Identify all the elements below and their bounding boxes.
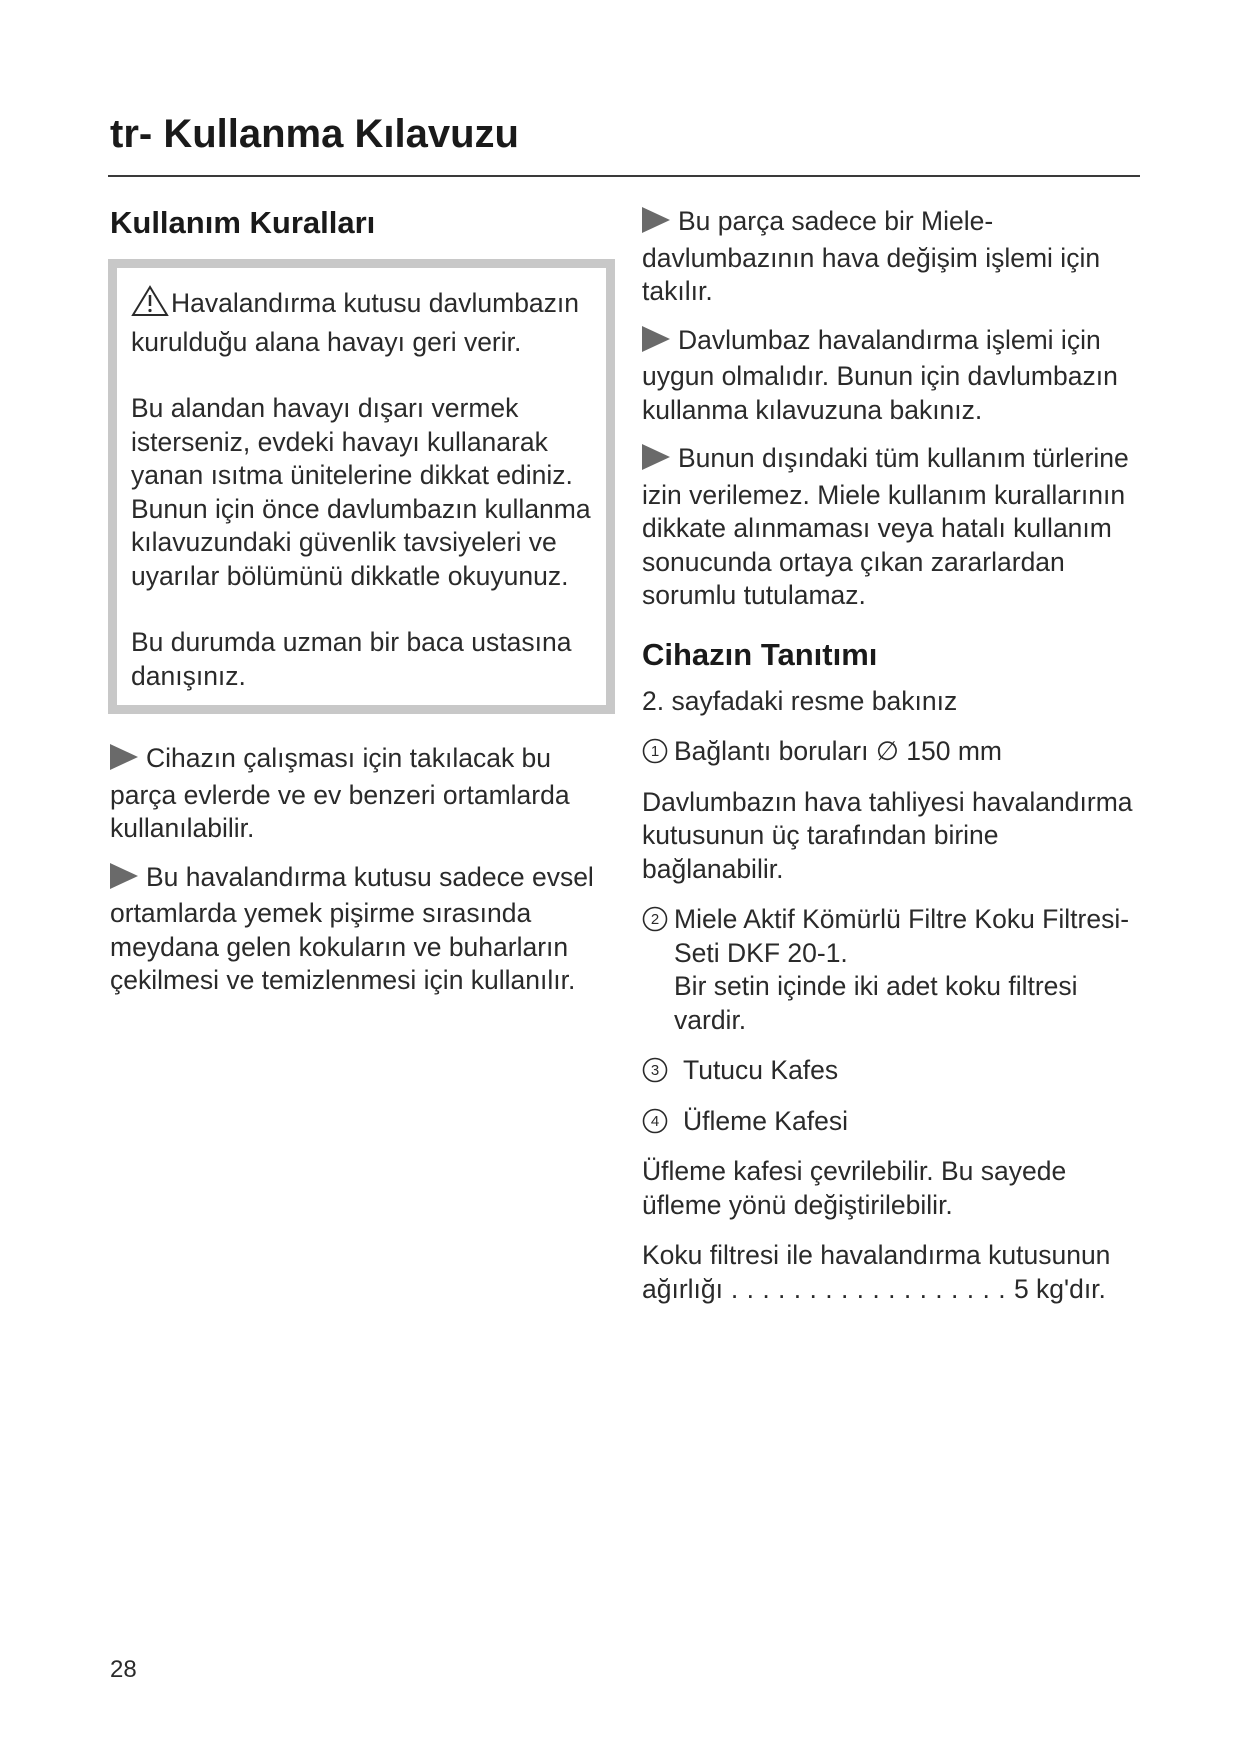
left-column xyxy=(110,205,610,1013)
list-item-text: Bağlantı boruları ∅ 150 mm xyxy=(674,736,1002,766)
bullet-triangle-icon xyxy=(642,326,670,361)
weight-label: Koku filtresi ile havalandırma kutusunun ağırlığı xyxy=(642,1240,1111,1304)
page-title: tr- Kullanma Kılavuzu xyxy=(110,112,519,156)
list-item-text: Üfleme Kafesi xyxy=(683,1105,848,1136)
weight-value: 5 kg'dır. xyxy=(1013,1273,1106,1304)
warning-text-1: Havalandırma kutusu davlumbazın kurulduğu alana havayı geri verir. xyxy=(131,288,580,357)
bullet-triangle-icon xyxy=(110,744,138,779)
svg-text:2: 2 xyxy=(650,911,660,928)
bullet-item: Bu parça sadece bir Miele-davlumbazının hava değişim işlemi için takılır. xyxy=(642,206,1101,306)
warning-box xyxy=(108,259,615,714)
bullet-item: Bu havalandırma kutusu sadece evsel ortamlarda yemek pişirme sırasında meydana gelen kokuların ve buharların çekilmesi ve temizlenmesi için kullanılır. xyxy=(110,861,594,995)
intro-text: 2. sayfadaki resme bakınız xyxy=(642,685,958,716)
grille-note: Üfleme kafesi çevrilebilir. Bu sayede üfleme yönü değiştirilebilir. xyxy=(642,1156,1067,1220)
list-item-text: Tutucu Kafes xyxy=(683,1055,839,1085)
title-divider xyxy=(108,175,1140,177)
right-column xyxy=(642,205,1142,1306)
section-heading-device-description: Cihazın Tanıtımı xyxy=(642,636,878,672)
warning-paragraph xyxy=(131,285,592,359)
svg-text:1: 1 xyxy=(650,743,660,760)
page-number: 28 xyxy=(110,1656,137,1683)
list-item-note: Bir setin içinde iki adet koku filtresi vardir. xyxy=(674,971,1078,1035)
list-item xyxy=(642,1054,1142,1088)
bullet-item: Davlumbaz havalandırma işlemi için uygun olmalıdır. Bunun için davlumbazın kullanma kılavuzuna bakınız. xyxy=(642,324,1118,425)
bullet-item: Cihazın çalışması için takılacak bu parça evlerde ve ev benzeri ortamlarda kullanılabilir. xyxy=(110,743,570,843)
exhaust-note: Davlumbazın hava tahliyesi havalandırma kutusunun üç tarafından birine bağlanabilir. xyxy=(642,786,1133,884)
bullet-item: Bunun dışındaki tüm kullanım türlerine izin verilemez. Miele kullanım kurallarının dikkate alınmaması veya hatalı kullanım sonucunda ortaya çıkan zararlardan sorumlu tutulamaz. xyxy=(642,443,1129,610)
section-heading-usage-rules: Kullanım Kuralları xyxy=(110,205,376,240)
bullet-triangle-icon xyxy=(642,207,670,242)
bullet-triangle-icon xyxy=(642,444,670,479)
list-item-text: Miele Aktif Kömürlü Filtre Koku Filtresi-Seti DKF 20-1. xyxy=(674,904,1130,968)
list-item xyxy=(642,735,1142,769)
warning-triangle-icon xyxy=(131,285,169,326)
bullet-triangle-icon xyxy=(110,863,138,898)
weight-spec xyxy=(642,1239,1142,1306)
warning-text-4: Bu durumda uzman bir baca ustasına danışınız. xyxy=(131,627,572,691)
list-item xyxy=(642,903,1142,1037)
list-item xyxy=(642,1105,1142,1139)
number-badge-2 xyxy=(642,906,670,934)
weight-leader-dots: . . . . . . . . . . . . . . . . . . xyxy=(723,1273,1014,1304)
number-badge-1 xyxy=(642,738,670,766)
warning-text-3: Bunun için önce davlumbazın kullanma kılavuzundaki güvenlik tavsiyeleri ve uyarılar bölümünü dikkatle okuyunuz. xyxy=(131,493,591,591)
svg-text:3: 3 xyxy=(650,1062,660,1079)
number-badge-4 xyxy=(642,1108,670,1136)
number-badge-3 xyxy=(642,1057,670,1085)
svg-text:4: 4 xyxy=(650,1112,660,1130)
warning-text-2: Bu alandan havayı dışarı vermek isterseniz, evdeki havayı kullanarak yanan ısıtma ünitelerine dikkat ediniz. xyxy=(131,393,573,490)
